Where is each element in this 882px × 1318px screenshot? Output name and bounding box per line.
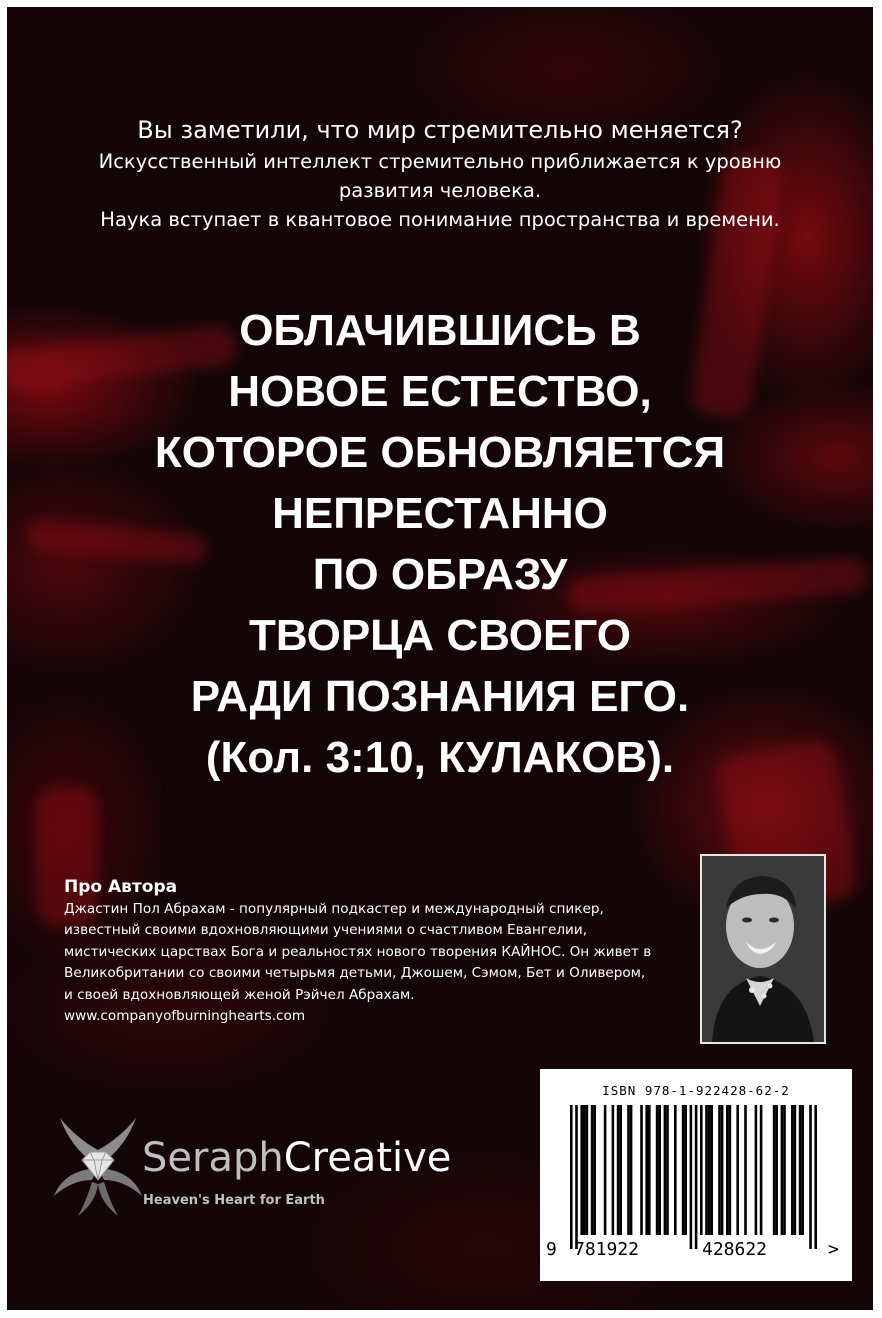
intro-line: Наука вступает в квантовое понимание пространства и времени. <box>100 208 780 231</box>
author-heading: Про Автора <box>64 877 178 897</box>
barcode-bar <box>586 1105 589 1235</box>
barcode-bar <box>666 1105 669 1235</box>
verse-line: НОВОЕ ЕСТЕСТВО, <box>228 367 652 416</box>
winged-diamond-icon <box>52 1110 144 1220</box>
verse-line: ПО ОБРАЗУ <box>312 550 568 599</box>
author-bio-line: мистических царствах Бога и реальностях нового творения КАЙНОС. Он живет в <box>64 943 652 960</box>
barcode-right-digits: 428622 <box>702 1239 768 1260</box>
author-bio-line: Великобритании со своими четырьмя детьми, Джошем, Сэмом, Бет и Оливером, <box>64 965 646 982</box>
isbn-barcode <box>540 1069 852 1281</box>
publisher-logo <box>52 1110 512 1220</box>
barcode-bar <box>760 1105 763 1235</box>
author-website: www.companyofburninghearts.com <box>64 1008 306 1025</box>
barcode-bar <box>700 1105 703 1235</box>
barcode-bar <box>570 1105 573 1249</box>
barcode-bar <box>648 1105 651 1235</box>
barcode-bar <box>617 1105 620 1235</box>
barcode-bar <box>729 1105 732 1235</box>
barcode-bar <box>708 1105 711 1235</box>
barcode-bar <box>664 1105 667 1235</box>
barcode-end-mark: > <box>828 1239 839 1260</box>
barcode-bar <box>658 1105 661 1235</box>
barcode-bar <box>791 1105 794 1235</box>
barcode-bar <box>705 1105 708 1235</box>
barcode-left-digits: 781922 <box>574 1239 640 1260</box>
verse-line: КОТОРОЕ ОБНОВЛЯЕТСЯ <box>154 428 726 477</box>
barcode-bar <box>645 1105 648 1235</box>
barcode-bar <box>721 1105 724 1235</box>
author-bio-line: Джастин Пол Абрахам - популярный подкастер и международный спикер, <box>64 901 604 917</box>
barcode-bar <box>682 1105 685 1235</box>
barcode-bar <box>736 1105 739 1235</box>
verse-line: ТВОРЦА СВОЕГО <box>249 611 631 660</box>
verse-line: РАДИ ПОЗНАНИЯ ЕГО. <box>190 672 690 721</box>
barcode-bar <box>775 1105 778 1235</box>
barcode-bar <box>684 1105 687 1235</box>
author-portrait <box>702 856 824 1042</box>
barcode-bar <box>690 1105 693 1249</box>
barcode-bar <box>744 1105 747 1235</box>
barcode-bar <box>718 1105 721 1235</box>
barcode-bar <box>794 1105 797 1235</box>
barcode-bar <box>612 1105 615 1235</box>
barcode-first-digit: 9 <box>546 1239 557 1260</box>
barcode-bar <box>630 1105 633 1235</box>
verse-line: ОБЛАЧИВШИСЬ В <box>239 306 641 355</box>
barcode-bar <box>593 1105 596 1235</box>
verse-reference: (Кол. 3:10, КУЛАКОВ). <box>205 733 675 782</box>
intro-text <box>7 113 873 234</box>
intro-line: развития человека. <box>338 179 542 202</box>
barcode-bar <box>799 1105 802 1235</box>
scripture-verse <box>7 300 873 788</box>
barcode-bar <box>656 1105 659 1235</box>
barcode-bar <box>640 1105 643 1235</box>
publisher-tagline: Heaven's Heart for Earth <box>143 1193 325 1208</box>
author-photo <box>700 854 826 1044</box>
author-bio-line: и своей вдохновляющей женой Рэйчел Абрахам. <box>64 986 415 1003</box>
about-author <box>64 875 704 1027</box>
barcode-bar <box>809 1105 812 1249</box>
barcode-bar <box>695 1105 698 1249</box>
barcode-bar <box>627 1105 630 1235</box>
barcode-bar <box>583 1105 586 1235</box>
barcode-bar <box>591 1105 594 1235</box>
barcode-bar <box>773 1105 776 1235</box>
intro-line: Искусственный интеллект стремительно приближается к уровню <box>98 150 782 173</box>
barcode-bar <box>726 1105 729 1235</box>
publisher-name <box>142 1134 451 1182</box>
publisher-name-part1: Seraph <box>142 1135 284 1181</box>
barcode-bar <box>710 1105 713 1235</box>
barcode-bar <box>755 1105 758 1235</box>
barcode-bar <box>674 1105 677 1235</box>
intro-question: Вы заметили, что мир стремительно меняется? <box>137 116 743 144</box>
barcode-bar <box>783 1105 786 1235</box>
barcode-bar <box>814 1105 817 1249</box>
barcode-bar <box>580 1105 583 1235</box>
isbn-text: ISBN 978-1-922428-62-2 <box>602 1083 790 1098</box>
barcode-bar <box>781 1105 784 1235</box>
publisher-name-part2: Creative <box>283 1135 452 1181</box>
author-bio-line: известный своими вдохновляющими учениями о счастливом Евангелии, <box>64 922 588 939</box>
barcode-bar <box>801 1105 804 1235</box>
barcode-bar <box>575 1105 578 1249</box>
verse-line: НЕПРЕСТАННО <box>272 489 608 538</box>
barcode-bar <box>619 1105 622 1235</box>
barcode-bar <box>604 1105 607 1235</box>
